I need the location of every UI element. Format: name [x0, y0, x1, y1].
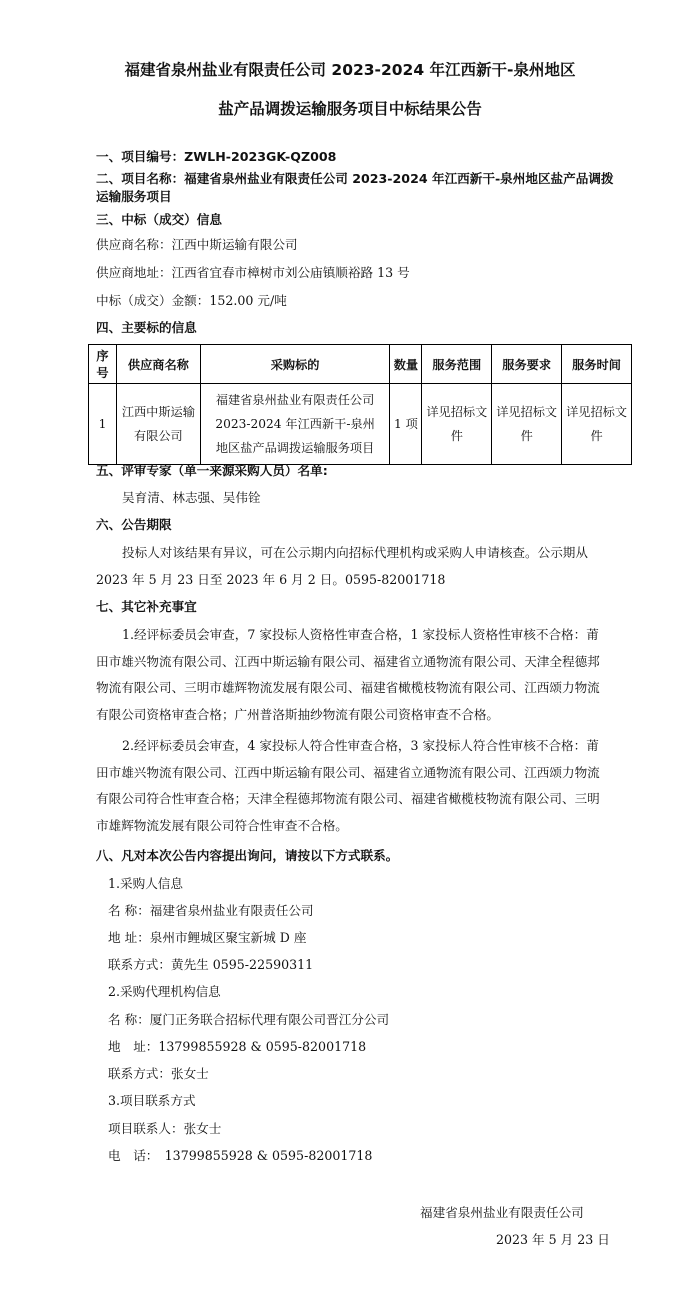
table-header-cell: 服务范围: [422, 345, 492, 384]
expert-list: 吴育清、林志强、吴伟铨: [122, 490, 261, 505]
project-phone: 电 话： 13799855928 & 0595-82001718: [108, 1148, 373, 1163]
section-winning-info: 三、中标（成交）信息: [96, 212, 222, 227]
table-cell: 详见招标文件: [562, 384, 632, 465]
project-name-line-2: 运输服务项目: [96, 189, 172, 204]
table-header-cell: 供应商名称: [116, 345, 200, 384]
section-notice-period: 六、公告期限: [96, 517, 172, 532]
title-line-1: 福建省泉州盐业有限责任公司 2023-2024 年江西新干-泉州地区: [124, 61, 576, 79]
section-supplement: 七、其它补充事宜: [96, 599, 197, 614]
purchaser-heading: 1.采购人信息: [108, 876, 183, 891]
supplier-name: 供应商名称：江西中斯运输有限公司: [96, 237, 298, 252]
purchaser-address: 地 址：泉州市鲤城区聚宝新城 D 座: [108, 930, 307, 945]
agent-contact: 联系方式：张女士: [108, 1066, 209, 1081]
table-cell: 1 项: [390, 384, 422, 465]
section-main-items: 四、主要标的信息: [96, 320, 197, 335]
project-heading: 3.项目联系方式: [108, 1093, 196, 1108]
project-number: 一、项目编号：ZWLH-2023GK-QZ008: [96, 149, 337, 164]
purchaser-name: 名 称：福建省泉州盐业有限责任公司: [108, 903, 314, 918]
table-row: [89, 384, 632, 465]
agent-address: 地 址：13799855928 & 0595-82001718: [108, 1039, 367, 1054]
supplier-address: 供应商地址：江西省宜春市樟树市刘公庙镇顺裕路 13 号: [96, 265, 410, 280]
table-cell: 详见招标文件: [422, 384, 492, 465]
items-table: [88, 344, 632, 465]
table-header-cell: 采购标的: [200, 345, 390, 384]
table-cell: 江西中斯运输有限公司: [116, 384, 200, 465]
table-header-cell: 序号: [89, 345, 117, 384]
signature-company: 福建省泉州盐业有限责任公司: [420, 1205, 584, 1220]
table-header-cell: 服务时间: [562, 345, 632, 384]
title-line-2: 盐产品调拨运输服务项目中标结果公告: [218, 100, 482, 118]
table-header-cell: 数量: [390, 345, 422, 384]
project-contact-person: 项目联系人：张女士: [108, 1121, 222, 1136]
table-cell: 1: [89, 384, 117, 465]
agent-name: 名 称：厦门正务联合招标代理有限公司晋江分公司: [108, 1012, 390, 1027]
table-cell: 详见招标文件: [492, 384, 562, 465]
table-header-row: [89, 345, 632, 384]
section-experts: 五、评审专家（单一来源采购人员）名单:: [96, 463, 328, 478]
notice-period-text: 投标人对该结果有异议，可在公示期内向招标代理机构或采购人申请核查。公示期从 2023 年 5 月 23 日至 2023 年 6 月 2 日。0595-82001718: [96, 545, 588, 587]
table-header-cell: 服务要求: [492, 345, 562, 384]
project-name-line-1: 二、项目名称：福建省泉州盐业有限责任公司 2023-2024 年江西新干-泉州地区盐产品调拨: [96, 171, 614, 186]
signature-date: 2023 年 5 月 23 日: [496, 1232, 610, 1247]
table-cell: 福建省泉州盐业有限责任公司 2023-2024 年江西新干-泉州地区盐产品调拨运输服务项目: [200, 384, 390, 465]
bid-amount: 中标（成交）金额：152.00 元/吨: [96, 293, 287, 308]
supplement-item-1: 1.经评标委员会审查，7 家投标人资格性审查合格，1 家投标人资格性审核不合格：莆田市雄兴物流有限公司、江西中斯运输有限公司、福建省立通物流有限公司、天津全程德邦物流有限公司、三明市雄辉物流发展有限公司、福建省橄榄枝物流有限公司、江西颂力物流有限公司资格审查合格；广州普洛斯抽纱物流有限公司资格审查不合格。: [96, 627, 600, 722]
purchaser-phone: 联系方式：黄先生 0595-22590311: [108, 957, 314, 972]
agent-heading: 2.采购代理机构信息: [108, 984, 221, 999]
supplement-item-2: 2.经评标委员会审查，4 家投标人符合性审查合格，3 家投标人符合性审核不合格：莆田市雄兴物流有限公司、江西中斯运输有限公司、福建省立通物流有限公司、江西颂力物流有限公司符合性审查合格；天津全程德邦物流有限公司、福建省橄榄枝物流有限公司、三明市雄辉物流发展有限公司符合性审查不合格。: [96, 738, 600, 833]
section-contact: 八、凡对本次公告内容提出询问，请按以下方式联系。: [96, 848, 399, 863]
